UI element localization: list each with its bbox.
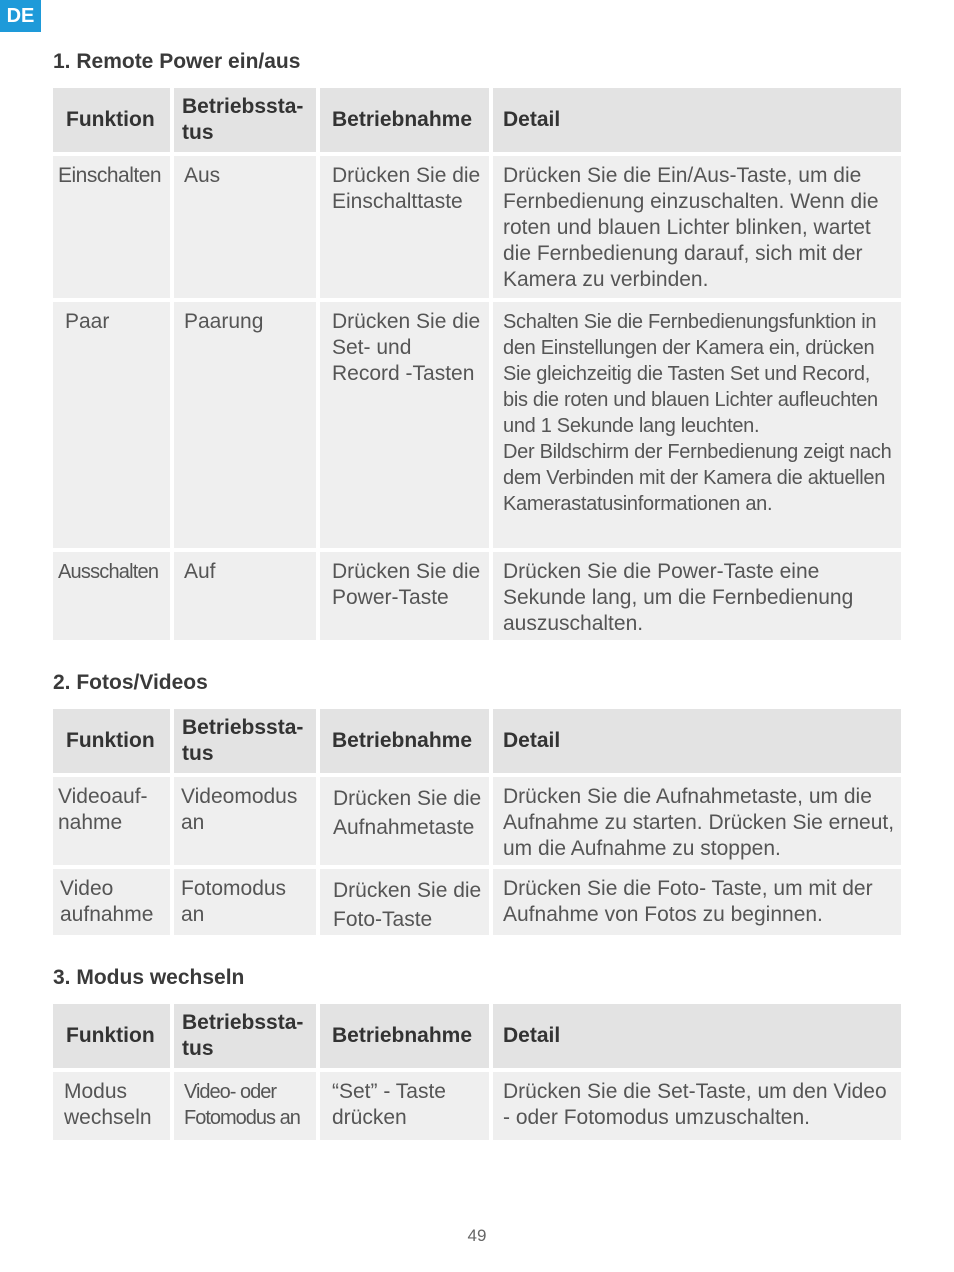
section-title-modus-wechseln: 3. Modus wechseln <box>53 966 245 989</box>
section-title-remote-power: 1. Remote Power ein/aus <box>53 50 301 73</box>
table-row <box>53 156 901 298</box>
cell-detail: Drücken Sie die Foto- Taste, um mit der Aufnahme von Fotos zu beginnen. <box>493 869 901 935</box>
table-row <box>53 302 901 548</box>
cell-funktion: Paar <box>53 302 170 548</box>
cell-detail: Drücken Sie die Power-Taste eine Sekunde lang, um die Fernbedienung auszuschalten. <box>493 552 901 640</box>
cell-detail: Drücken Sie die Set-Taste, um den Video - oder Fotomodus umzuschalten. <box>493 1072 901 1140</box>
cell-detail: Schalten Sie die Fernbedienungsfunktion in den Einstellungen der Kamera ein, drücken Sie gleichzeitig die Tasten Set und Record, bis die roten und blauen Lichter aufleuchten und 1 Sekunde lang leuchten. Der Bildschirm der Fernbedienung zeigt nach dem Verbinden mit der Kamera die aktuellen Kamerastatusinformationen an. <box>493 302 901 548</box>
cell-detail: Drücken Sie die Ein/Aus-Taste, um die Fernbedienung einzuschalten. Wenn die roten und blauen Lichter blinken, wartet die Fernbedienung darauf, sich mit der Kamera zu verbinden. <box>493 156 901 298</box>
table-row <box>53 777 901 865</box>
cell-funktion: Video aufnahme <box>53 869 170 935</box>
header-betrieb: Betriebnahme <box>320 709 489 773</box>
cell-status: Auf <box>174 552 316 640</box>
table-modus-wechseln <box>49 1000 905 1144</box>
cell-betrieb: Drücken Sie die Power-Taste <box>320 552 489 640</box>
cell-status: Video- oder Fotomodus an <box>174 1072 316 1140</box>
cell-betrieb: Drücken Sie die Foto-Taste <box>320 869 489 935</box>
language-badge: DE <box>0 0 41 32</box>
header-funktion: Funktion <box>53 1004 170 1068</box>
table-row <box>53 869 901 935</box>
table-row <box>53 1072 901 1140</box>
header-status: Betriebssta- tus <box>174 709 316 773</box>
cell-funktion: Videoauf- nahme <box>53 777 170 865</box>
cell-funktion: Ausschalten <box>53 552 170 640</box>
header-detail: Detail <box>493 709 901 773</box>
cell-betrieb: Drücken Sie die Set- und Record -Tasten <box>320 302 489 548</box>
table-header-row <box>53 1004 901 1068</box>
cell-status: Paarung <box>174 302 316 548</box>
header-betrieb: Betriebnahme <box>320 88 489 152</box>
header-status: Betriebssta- tus <box>174 1004 316 1068</box>
header-funktion: Funktion <box>53 88 170 152</box>
table-remote-power <box>49 84 905 644</box>
header-status: Betriebssta- tus <box>174 88 316 152</box>
cell-betrieb: Drücken Sie die Einschalttaste <box>320 156 489 298</box>
cell-status: Videomodus an <box>174 777 316 865</box>
table-header-row <box>53 88 901 152</box>
cell-detail: Drücken Sie die Aufnahmetaste, um die Aufnahme zu starten. Drücken Sie erneut, um die Aufnahme zu stoppen. <box>493 777 901 865</box>
header-betrieb: Betriebnahme <box>320 1004 489 1068</box>
cell-status: Fotomodus an <box>174 869 316 935</box>
header-detail: Detail <box>493 88 901 152</box>
page-number: 49 <box>467 1226 487 1245</box>
cell-betrieb: “Set” - Taste drücken <box>320 1072 489 1140</box>
section-title-fotos-videos: 2. Fotos/Videos <box>53 671 208 694</box>
table-header-row <box>53 709 901 773</box>
table-fotos-videos <box>49 705 905 939</box>
header-detail: Detail <box>493 1004 901 1068</box>
cell-status: Aus <box>174 156 316 298</box>
table-row <box>53 552 901 640</box>
cell-funktion: Einschalten <box>53 156 170 298</box>
header-funktion: Funktion <box>53 709 170 773</box>
cell-funktion: Modus wechseln <box>53 1072 170 1140</box>
cell-betrieb: Drücken Sie die Aufnahmetaste <box>320 777 489 865</box>
